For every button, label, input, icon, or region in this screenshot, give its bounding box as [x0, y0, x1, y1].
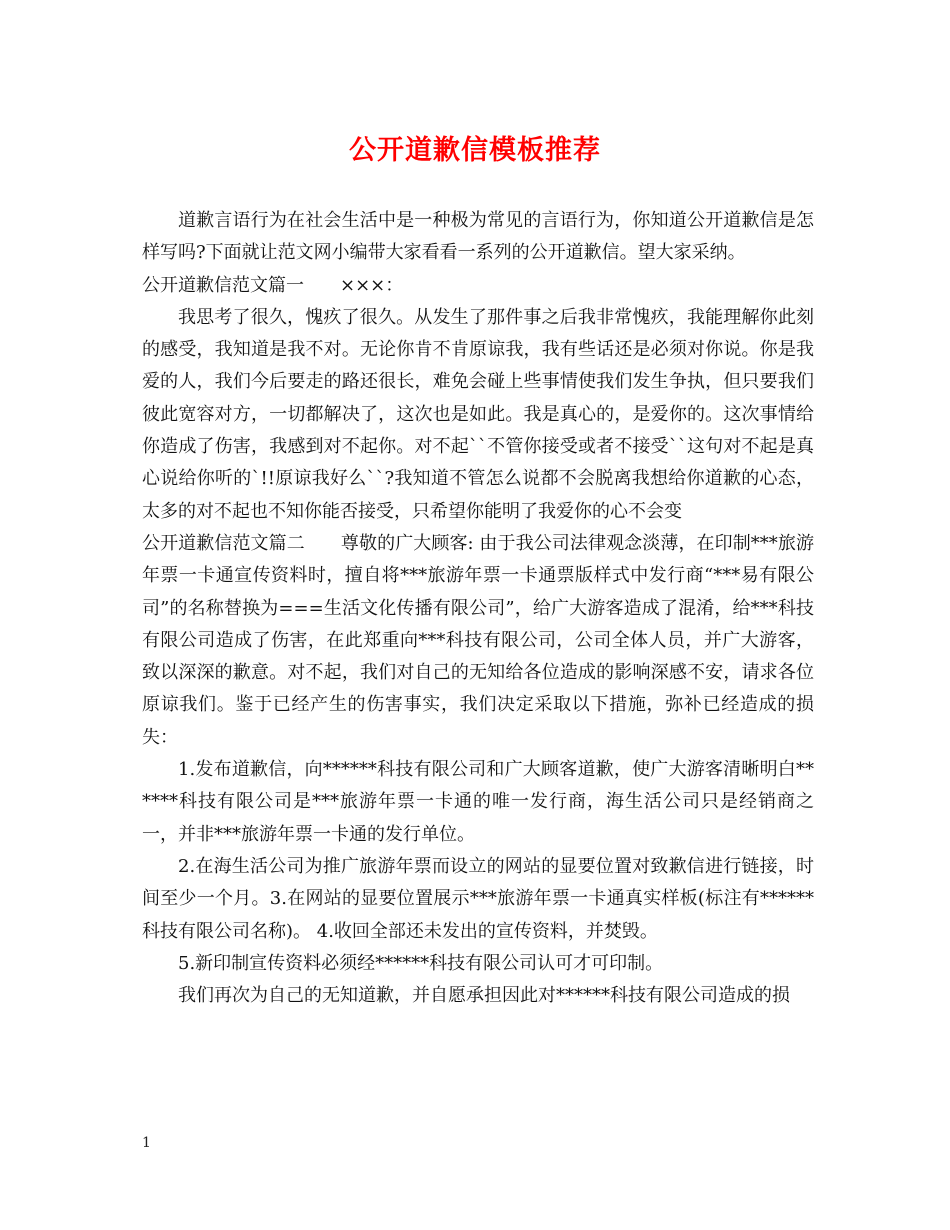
section-heading-label: 公开道歉信范文篇二 [142, 532, 305, 554]
paragraph-measure-5: 5.新印制宣传资料必须经******科技有限公司认可才可印制。 [178, 952, 664, 974]
paragraph-closing: 我们再次为自己的无知道歉，并自愿承担因此对******科技有限公司造成的损 [178, 985, 790, 1007]
paragraph-measure-2-4: 2.在海生活公司为推广旅游年票而设立的网站的显要位置对致歉信进行链接，时间至少一个月。3.在网站的显要位置展示***旅游年票一卡通真实样板(标注有******科技有限公司名称)。 4.收回全部还未发出的宣传资料，并焚毁。 [142, 855, 814, 942]
document-body [142, 205, 814, 1012]
paragraph-intro: 道歉言语行为在社会生活中是一种极为常见的言语行为，你知道公开道歉信是怎样写吗?下面就让范文网小编带大家看看一系列的公开道歉信。望大家采纳。 [142, 210, 814, 264]
page-number: 1 [142, 1135, 151, 1151]
section-heading-two [142, 528, 814, 754]
paragraph-letter-one: 我思考了很久，愧疚了很久。从发生了那件事之后我非常愧疚，我能理解你此刻的感受，我知道是我不对。无论你肯不肯原谅我，我有些话还是必须对你说。你是我爱的人，我们今后要走的路还很长，难免会碰上些事情使我们发生争执，但只要我们彼此宽容对方，一切都解决了，这次也是如此。我是真心的，是爱你的。这次事情给你造成了伤害，我感到对不起你。对不起``不管你接受或者不接受``这句对不起是真心说给你听的`!!原谅我好么``?我知道不管怎么说都不会脱离我想给你道歉的心态，太多的对不起也不知你能否接受，只希望你能明了我爱你的心不会变 [142, 306, 814, 522]
section-heading-one [142, 270, 814, 302]
document-title: 公开道歉信模板推荐 [349, 135, 601, 166]
paragraph-letter-two: 尊敬的广大顾客: 由于我公司法律观念淡薄，在印制***旅游年票一卡通宣传资料时，擅自将***旅游年票一卡通票版样式中发行商“***易有限公司”的名称替换为===生活文化传播有限公司”，给广大游客造成了混淆，给***科技有限公司造成了伤害，在此郑重向***科技有限公司，公司全体人员，并广大游客，致以深深的歉意。对不起，我们对自己的无知给各位造成的影响深感不安，请求各位原谅我们。鉴于已经产生的伤害事实，我们决定采取以下措施，弥补已经造成的损失： [142, 532, 814, 748]
salutation: ×××： [340, 274, 404, 296]
paragraph-measure-1: 1.发布道歉信，向******科技有限公司和广大顾客道歉，使广大游客清晰明白******科技有限公司是***旅游年票一卡通的唯一发行商，海生活公司只是经销商之一，并非***旅游年票一卡通的发行单位。 [142, 759, 814, 845]
section-heading-label: 公开道歉信范文篇一 [142, 274, 304, 296]
